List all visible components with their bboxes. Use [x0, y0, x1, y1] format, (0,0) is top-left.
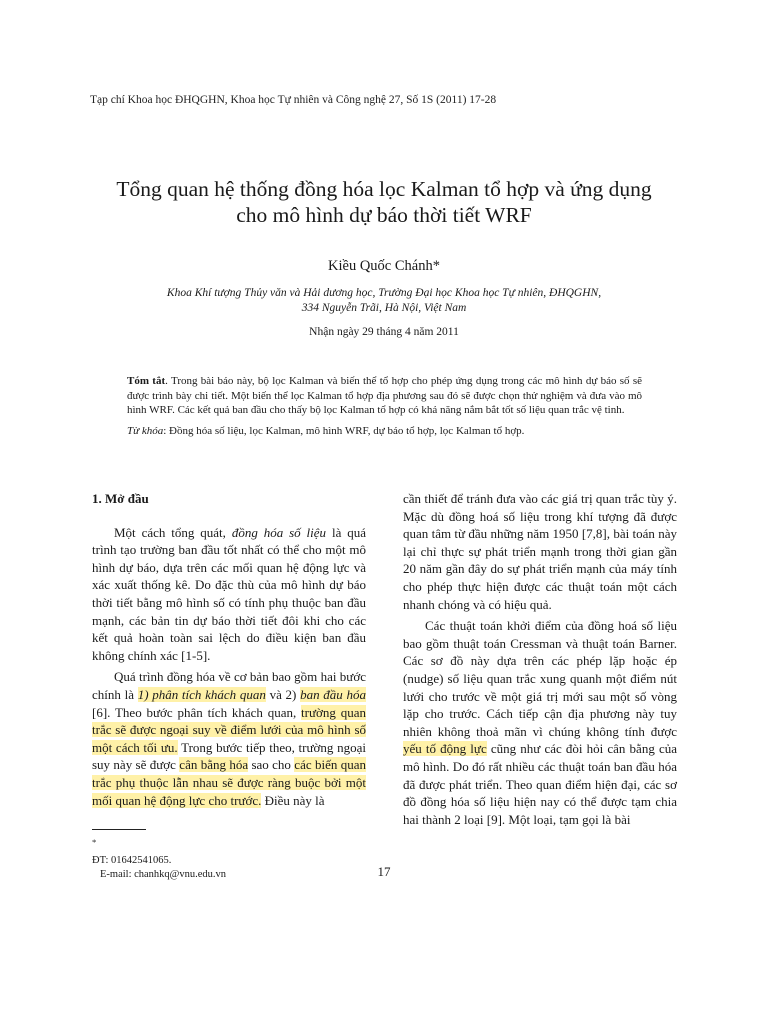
text-run: Trong bước tiếp theo, trường ngoại suy này sẽ được: [92, 739, 366, 773]
highlight-objective-analysis: 1) phân tích khách quan: [137, 686, 266, 702]
highlight-constraint: các biến quan trắc phụ thuộc lẫn nhau sẽ được ràng buộc bởi một mối quan hệ động lực cho trước.: [92, 757, 366, 808]
section-heading: 1. Mở đầu: [92, 491, 149, 506]
text-run: Các thuật toán khởi điểm của đồng hoá số liệu bao gồm thuật toán Cressman và thuật toán Barner. Các sơ đồ này dựa trên các phép lặp hoặc ép (nudge) số liệu quan trắc xung quanh một điểm nút lưới cho trước về một giá trị mới sau một số vòng lặp cho trước. Cách tiếp cận địa phương này tuy nhiên không thoả mãn vì chúng không tính được: [403, 618, 677, 739]
text-run: cũng như các đòi hỏi cân bằng của mô hình. Do đó rất nhiều các thuật toán ban đầu hóa đã được phát triển. Theo quan điểm hiện đại, các sơ đồ đồng hóa số liệu hiện nay có thể được tạm chia hai thành 2 loại [9]. Một loại, tạm gọi là bài: [403, 741, 677, 827]
text-run: [6]. Theo bước phân tích khách quan,: [92, 704, 302, 720]
text-run: Điều này là: [261, 792, 325, 808]
phone-text: ĐT: 01642541065.: [92, 855, 172, 866]
abstract-paragraph: [127, 374, 642, 418]
highlight-balancing: cân bằng hóa: [179, 757, 249, 773]
affiliation-line-1: Khoa Khí tượng Thủy văn và Hải dương học, Trường Đại học Khoa học Tự nhiên, ĐHQGHN,: [166, 287, 602, 299]
keywords-label: Từ khóa: [127, 424, 164, 437]
footnote-phone: * ĐT: 01642541065.: [92, 836, 372, 868]
abstract-block: [127, 374, 642, 438]
text-run: Quá trình đồng hóa về cơ bản bao gồm hai bước chính là: [92, 669, 366, 702]
keywords-paragraph: [127, 424, 642, 439]
page-number: 17: [377, 864, 391, 879]
highlight-initialization: ban đầu hóa: [300, 686, 367, 702]
text-run: là quá trình tạo trường ban đầu tốt nhất có thể cho một mô hình dự báo, dựa trên các mối quan hệ động lực và xác xuất thống kê. Do đặc thù của mô hình dự báo thời tiết bằng mô hình số có tính phụ thuộc ban đầu mạnh, các bản tin dự báo thời tiết đôi khi cho các kết quả hoàn toàn sai lệch do điều kiện ban đầu không chính xác [1-5].: [92, 524, 367, 663]
text-run: sao cho: [248, 757, 295, 773]
journal-citation: Tạp chí Khoa học ĐHQGHN, Khoa học Tự nhiên và Công nghệ 27, Số 1S (2011) 17-28: [90, 94, 497, 106]
text-run: và 2): [265, 686, 301, 702]
title-line-1: Tổng quan hệ thống đồng hóa lọc Kalman tổ hợp và ứng dụng: [116, 177, 652, 201]
paper-title: [60, 176, 708, 228]
intro-paragraph-2: [92, 668, 366, 809]
right-column: [403, 490, 677, 828]
continued-paragraph: cần thiết để tránh đưa vào các giá trị quan trắc tùy ý. Mặc dù đồng hoá số liệu trong khí tượng đã được quan tâm từ đầu những năm 1950 [7,8], bài toán này lại chỉ thực sự phát triển mạnh trong thời gian gần 20 năm gần đây do sự phát triển mạnh của máy tính cho phép thực hiện được các thuật toán một cách nhanh chóng và có hiệu quả.: [403, 491, 677, 612]
algorithms-paragraph: [403, 617, 677, 828]
affiliation-line-2: 334 Nguyễn Trãi, Hà Nội, Việt Nam: [301, 302, 467, 314]
highlight-extrapolation: trường quan trắc sẽ được ngoại suy về điểm lưới của mô hình số một cách tối ưu.: [92, 704, 366, 755]
affiliation: [110, 286, 658, 316]
emphasis-term: đồng hóa số liệu: [231, 524, 327, 540]
abstract-label: Tóm tắt: [127, 375, 166, 387]
keywords-text: : Đồng hóa số liệu, lọc Kalman, mô hình WRF, dự báo tổ hợp, lọc Kalman tổ hợp.: [163, 424, 525, 437]
title-line-2: cho mô hình dự báo thời tiết WRF: [236, 203, 532, 227]
footnote-divider: [92, 829, 146, 830]
abstract-text: . Trong bài báo này, bộ lọc Kalman và biến thể tổ hợp cho phép ứng dụng trong các mô hình dự báo số sẽ được trình bày chi tiết. Một biến thể lọc Kalman tổ hợp địa phương sau đó sẽ được chọn thử nghiệm và đưa vào mô hình WRF. Các kết quả ban đầu cho thấy bộ lọc Kalman tổ hợp có khả năng nắm bắt tốt số liệu quan trắc vệ tinh.: [127, 375, 643, 416]
author-name: Kiều Quốc Chánh*: [328, 258, 440, 274]
text-run: Một cách tổng quát,: [114, 524, 232, 540]
left-column: [92, 490, 366, 809]
intro-paragraph-1: [92, 524, 366, 665]
highlight-dynamic-factor: yếu tố động lực: [403, 741, 487, 757]
footnote-email: E-mail: chanhkq@vnu.edu.vn: [100, 868, 227, 880]
received-date: Nhận ngày 29 tháng 4 năm 2011: [309, 326, 459, 338]
